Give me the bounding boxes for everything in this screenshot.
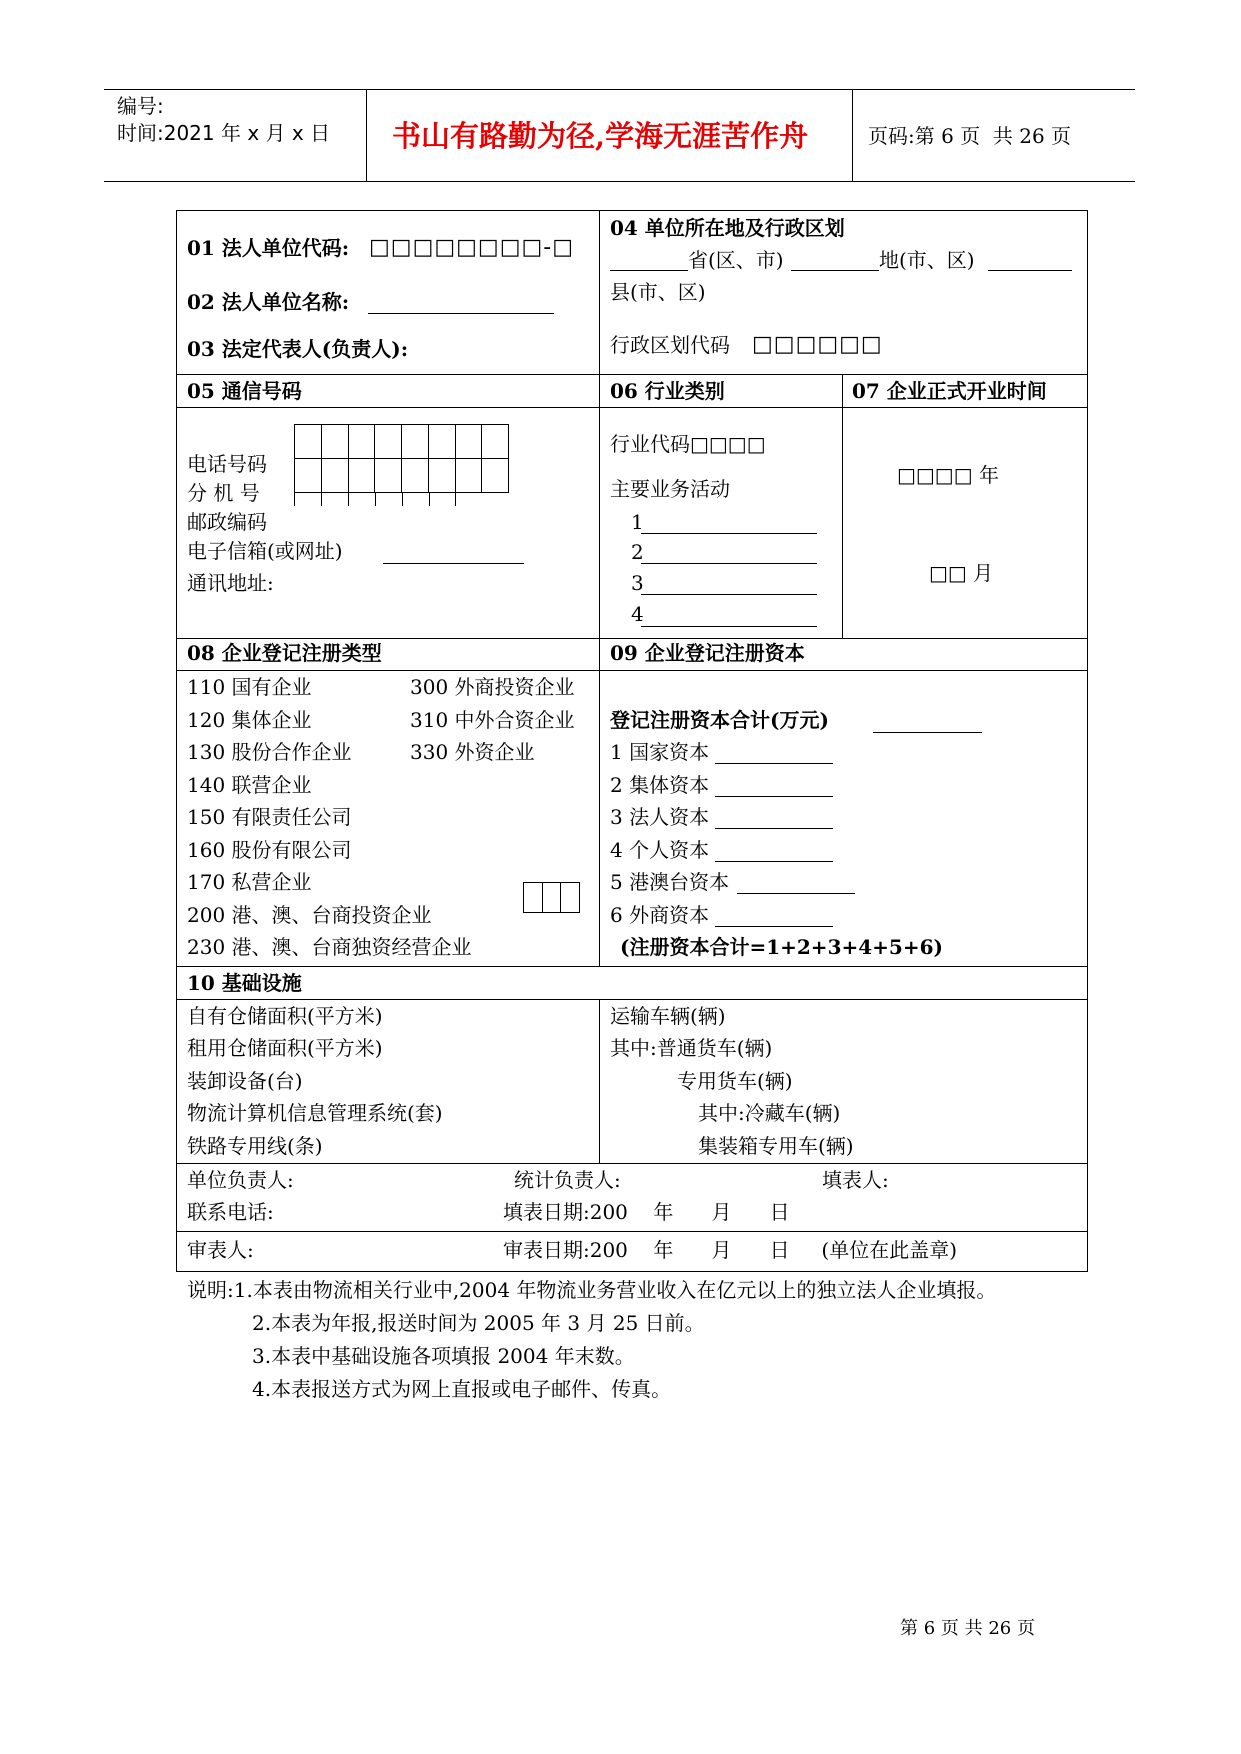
table-rule <box>176 999 1088 1000</box>
table-column-rule <box>842 374 843 638</box>
industry-code-label: 行业代码□□□□ <box>610 432 766 456</box>
infrastructure-item: 装卸设备(台) <box>187 1069 303 1093</box>
opening-month-field[interactable]: □□ 月 <box>929 561 994 585</box>
postcode-digit-grid[interactable] <box>294 492 509 508</box>
capital-item-label: 6 外商资本 <box>610 903 710 927</box>
capital-formula-note: (注册资本合计=1+2+3+4+5+6) <box>620 935 943 959</box>
table-rule <box>176 670 1088 671</box>
phone-digit-grid[interactable] <box>294 424 509 493</box>
vehicle-item: 集装箱专用车(辆) <box>698 1134 854 1158</box>
registered-capital-section-title: 09 企业登记注册资本 <box>610 641 805 665</box>
registration-type-item: 150 有限责任公司 <box>187 805 352 829</box>
unit-head-label: 单位负责人: <box>187 1168 294 1192</box>
header-slogan: 书山有路勤为径,学海无涯苦作舟 <box>392 119 809 153</box>
note-line: 2.本表为年报,报送时间为 2005 年 3 月 25 日前。 <box>252 1311 705 1335</box>
city-label: 地(市、区) <box>879 248 975 272</box>
infrastructure-item: 铁路专用线(条) <box>187 1134 323 1158</box>
vehicle-item: 其中:冷藏车(辆) <box>698 1101 841 1125</box>
opening-year-field[interactable]: □□□□ 年 <box>897 463 999 487</box>
activity-line-field[interactable] <box>641 563 817 564</box>
city-field[interactable] <box>791 270 879 271</box>
capital-item-field[interactable] <box>715 861 833 862</box>
header-divider <box>366 89 367 181</box>
activity-line-number: 4 <box>631 602 644 626</box>
document-time-label: 时间:2021 年 x 月 x 日 <box>117 121 331 145</box>
table-rule <box>176 407 1088 408</box>
registration-type-code-boxes[interactable] <box>523 882 580 913</box>
table-rule <box>176 374 1088 375</box>
infrastructure-item: 自有仓储面积(平方米) <box>187 1004 383 1028</box>
table-rule <box>176 1163 1088 1164</box>
location-section-title: 04 单位所在地及行政区划 <box>610 216 845 240</box>
header-page-label: 页码:第 6 页 共 26 页 <box>868 124 1072 148</box>
capital-item-field[interactable] <box>715 796 833 797</box>
legal-unit-name-label: 02 法人单位名称: <box>187 290 350 314</box>
industry-section-title: 06 行业类别 <box>610 379 725 403</box>
statistics-head-label: 统计负责人: <box>514 1168 621 1192</box>
table-column-rule <box>599 999 600 1163</box>
vehicle-item: 其中:普通货车(辆) <box>610 1036 773 1060</box>
postcode-label: 邮政编码 <box>187 510 267 534</box>
admin-code-boxes[interactable]: □□□□□□ <box>752 332 883 357</box>
contact-phone-label: 联系电话: <box>187 1200 274 1224</box>
header-top-rule <box>104 89 1135 90</box>
table-rule <box>176 1231 1088 1232</box>
header-divider <box>852 89 853 181</box>
province-label: 省(区、市) <box>688 248 784 272</box>
fill-date-label: 填表日期:200 年 月 日 <box>503 1200 790 1224</box>
activity-line-number: 1 <box>631 510 644 534</box>
province-field[interactable] <box>610 270 688 271</box>
page-footer: 第 6 页 共 26 页 <box>900 1618 1035 1639</box>
county-field[interactable] <box>988 270 1072 271</box>
registration-type-item: 170 私营企业 <box>187 870 312 894</box>
admin-code-label: 行政区划代码 <box>610 333 730 357</box>
capital-item-label: 4 个人资本 <box>610 838 710 862</box>
registration-type-item: 300 外商投资企业 <box>410 675 575 699</box>
infrastructure-item: 租用仓储面积(平方米) <box>187 1036 383 1060</box>
infrastructure-item: 物流计算机信息管理系统(套) <box>187 1101 443 1125</box>
registration-type-item: 160 股份有限公司 <box>187 838 352 862</box>
capital-item-label: 2 集体资本 <box>610 773 710 797</box>
registration-type-item: 110 国有企业 <box>187 675 312 699</box>
registration-type-item: 310 中外合资企业 <box>410 708 575 732</box>
reviewer-label: 审表人: <box>187 1238 254 1262</box>
note-line: 3.本表中基础设施各项填报 2004 年末数。 <box>252 1344 635 1368</box>
activity-line-number: 2 <box>631 540 644 564</box>
county-label: 县(市、区) <box>610 280 706 304</box>
opening-time-section-title: 07 企业正式开业时间 <box>852 379 1047 403</box>
legal-unit-code-label: 01 法人单位代码: <box>187 236 350 260</box>
registration-type-item: 130 股份合作企业 <box>187 740 352 764</box>
note-line: 说明:1.本表由物流相关行业中,2004 年物流业务营业收入在亿元以上的独立法人企业填报。 <box>187 1278 997 1302</box>
capital-item-field[interactable] <box>715 926 833 927</box>
registration-type-section-title: 08 企业登记注册类型 <box>187 641 382 665</box>
table-column-rule <box>599 210 600 966</box>
registration-type-item: 330 外资企业 <box>410 740 535 764</box>
vehicle-item: 专用货车(辆) <box>677 1069 793 1093</box>
main-activity-label: 主要业务活动 <box>610 477 730 501</box>
filler-label: 填表人: <box>822 1168 889 1192</box>
activity-line-field[interactable] <box>641 626 817 627</box>
review-date-label: 审表日期:200 年 月 日 (单位在此盖章) <box>503 1238 958 1262</box>
registration-type-item: 140 联营企业 <box>187 773 312 797</box>
extension-label: 分 机 号 <box>187 481 260 505</box>
table-rule <box>176 966 1088 967</box>
address-label: 通讯地址: <box>187 571 274 595</box>
capital-item-field[interactable] <box>715 828 833 829</box>
activity-line-field[interactable] <box>641 533 817 534</box>
capital-item-label: 3 法人资本 <box>610 805 710 829</box>
activity-line-number: 3 <box>631 571 644 595</box>
note-line: 4.本表报送方式为网上直报或电子邮件、传真。 <box>252 1377 672 1401</box>
registration-type-item: 200 港、澳、台商投资企业 <box>187 903 432 927</box>
contact-section-title: 05 通信号码 <box>187 379 302 403</box>
registration-type-item: 120 集体企业 <box>187 708 312 732</box>
email-label: 电子信箱(或网址) <box>187 539 343 563</box>
capital-item-field[interactable] <box>737 893 855 894</box>
legal-unit-name-field[interactable] <box>368 313 554 314</box>
capital-item-label: 1 国家资本 <box>610 740 710 764</box>
header-bottom-rule <box>104 181 1135 182</box>
legal-unit-code-boxes[interactable]: □□□□□□□□-□ <box>369 235 575 260</box>
infrastructure-section-title: 10 基础设施 <box>187 971 302 995</box>
table-rule <box>176 638 1088 639</box>
phone-label: 电话号码 <box>187 452 267 476</box>
email-field[interactable] <box>383 563 524 564</box>
capital-item-field[interactable] <box>715 763 833 764</box>
capital-item-label: 5 港澳台资本 <box>610 870 730 894</box>
capital-total-field[interactable] <box>873 732 982 733</box>
document-number-label: 编号: <box>117 94 164 118</box>
activity-line-field[interactable] <box>641 594 817 595</box>
vehicle-item: 运输车辆(辆) <box>610 1004 726 1028</box>
capital-total-label: 登记注册资本合计(万元) <box>610 708 829 732</box>
registration-type-item: 230 港、澳、台商独资经营企业 <box>187 935 472 959</box>
legal-representative-label: 03 法定代表人(负责人): <box>187 337 409 361</box>
